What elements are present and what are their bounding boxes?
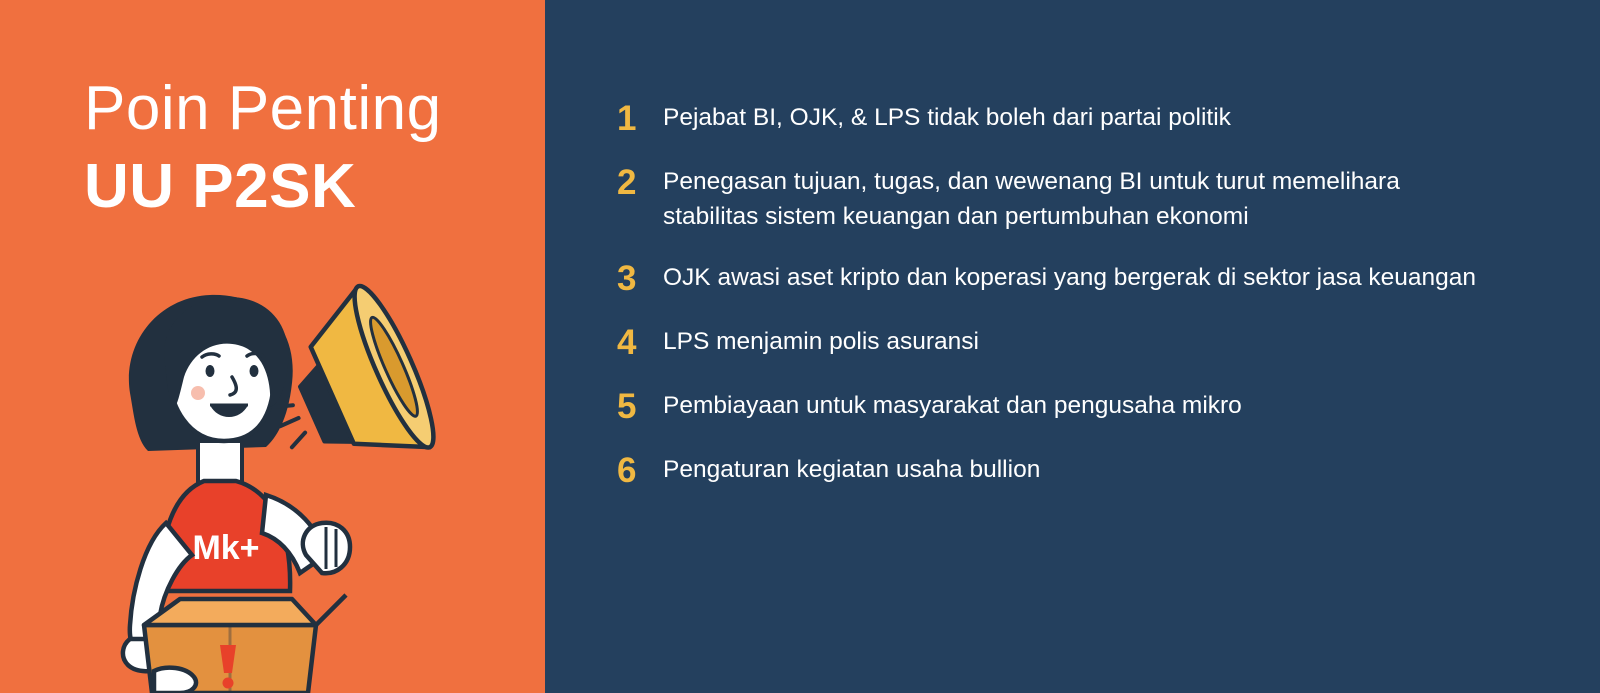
point-number: 5 — [617, 387, 637, 426]
point-text: Pejabat BI, OJK, & LPS tidak boleh dari partai politik — [663, 104, 1231, 131]
point-text: Pembiayaan untuk masyarakat dan pengusaha mikro — [663, 392, 1242, 419]
point-number: 3 — [617, 259, 637, 298]
shirt-logo-text: Mk+ — [192, 529, 260, 567]
point-text: OJK awasi aset kripto dan koperasi yang bergerak di sektor jasa keuangan — [663, 264, 1477, 291]
point-number: 2 — [617, 163, 637, 202]
point-text: LPS menjamin polis asuransi — [663, 328, 979, 355]
point-number: 1 — [617, 99, 637, 138]
point-number: 4 — [617, 323, 637, 362]
list-item — [617, 164, 1560, 234]
list-item — [617, 452, 1560, 490]
title-block — [84, 74, 514, 221]
point-text: Penegasan tujuan, tugas, dan wewenang BI untuk turut memelihara stabilitas sistem keuangan dan pertumbuhan ekonomi — [663, 168, 1400, 230]
woman-with-megaphone-illustration — [70, 273, 470, 693]
list-item — [617, 388, 1560, 426]
left-panel — [0, 0, 545, 693]
page-title-line-2: UU P2SK — [84, 152, 357, 221]
page-title-line-1: Poin Penting — [84, 74, 442, 143]
point-number: 6 — [617, 451, 637, 490]
list-item — [617, 100, 1560, 138]
right-panel — [545, 0, 1600, 693]
list-item — [617, 324, 1560, 362]
point-text: Pengaturan kegiatan usaha bullion — [663, 456, 1041, 483]
points-list — [617, 100, 1560, 516]
list-item — [617, 260, 1560, 298]
